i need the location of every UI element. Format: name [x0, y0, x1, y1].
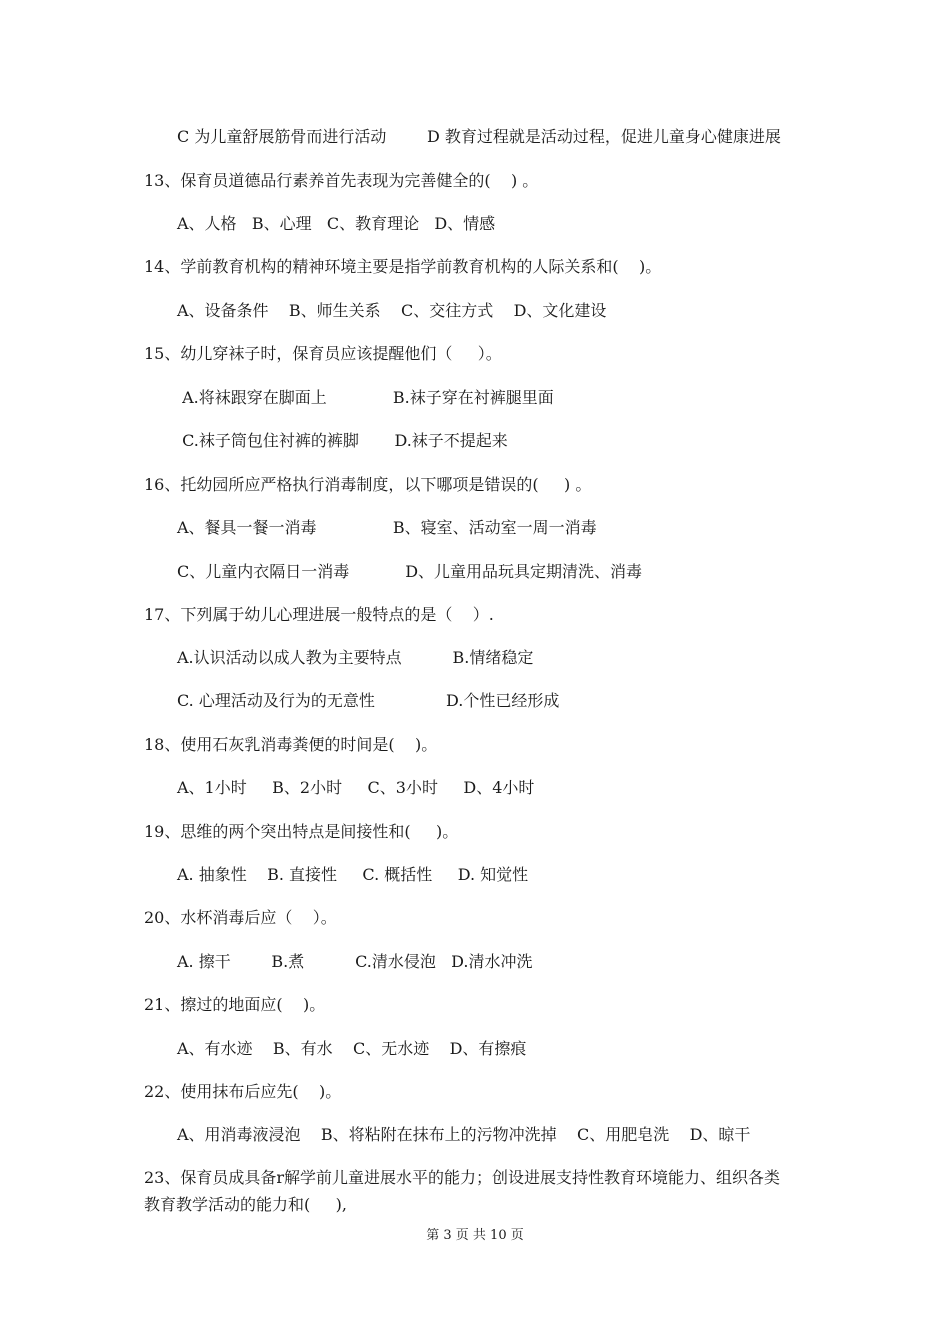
answer-options: C.袜子筒包住衬裤的裤脚 D.袜子不提起来 [177, 431, 508, 450]
question-text: 23、保育员成具备r解学前儿童进展水平的能力；创设进展支持性教育环境能力、组织各类 [144, 1168, 781, 1187]
answer-options: A、1小时 B、2小时 C、3小时 D、4小时 [177, 778, 535, 797]
question-text: 20、水杯消毒后应（ ）。 [144, 908, 337, 927]
answer-options: A. 抽象性 B. 直接性 C. 概括性 D. 知觉性 [177, 865, 529, 884]
question-text: 21、擦过的地面应( )。 [144, 995, 326, 1014]
question-text: 教育教学活动的能力和( ), [144, 1195, 348, 1214]
answer-options: C. 心理活动及行为的无意性 D.个性已经形成 [177, 691, 560, 710]
answer-options: C 为儿童舒展筋骨而进行活动 D 教育过程就是活动过程，促进儿童身心健康进展 [177, 127, 781, 146]
answer-options: A、设备条件 B、师生关系 C、交往方式 D、文化建设 [177, 301, 607, 320]
answer-options: A、人格 B、心理 C、教育理论 D、情感 [177, 214, 496, 233]
question-text: 17、下列属于幼儿心理进展一般特点的是（ ）. [144, 605, 494, 624]
question-text: 15、幼儿穿袜子时，保育员应该提醒他们（ ）。 [144, 344, 502, 363]
answer-options: A、用消毒液浸泡 B、将粘附在抹布上的污物冲洗掉 C、用肥皂洗 D、晾干 [177, 1125, 751, 1144]
question-text: 13、保育员道德品行素养首先表现为完善健全的( ) 。 [144, 171, 539, 190]
question-text: 16、托幼园所应严格执行消毒制度，以下哪项是错误的( ) 。 [144, 475, 592, 494]
answer-options: A、餐具一餐一消毒 B、寝室、活动室一周一消毒 [177, 518, 597, 537]
answer-options: C、儿童内衣隔日一消毒 D、儿童用品玩具定期清洗、消毒 [177, 562, 643, 581]
answer-options: A.将袜跟穿在脚面上 B.袜子穿在衬裤腿里面 [177, 388, 554, 407]
answer-options: A、有水迹 B、有水 C、无水迹 D、有擦痕 [177, 1039, 527, 1058]
question-text: 19、思维的两个突出特点是间接性和( )。 [144, 822, 459, 841]
answer-options: A. 擦干 B.煮 C.清水侵泡 D.清水冲洗 [177, 952, 533, 971]
question-text: 18、使用石灰乳消毒粪便的时间是( )。 [144, 735, 438, 754]
answer-options: A.认识活动以成人教为主要特点 B.情绪稳定 [177, 648, 534, 667]
question-text: 14、学前教育机构的精神环境主要是指学前教育机构的人际关系和( )。 [144, 257, 662, 276]
page-footer: 第 3 页 共 10 页 [426, 1228, 524, 1243]
question-text: 22、使用抹布后应先( )。 [144, 1082, 342, 1101]
